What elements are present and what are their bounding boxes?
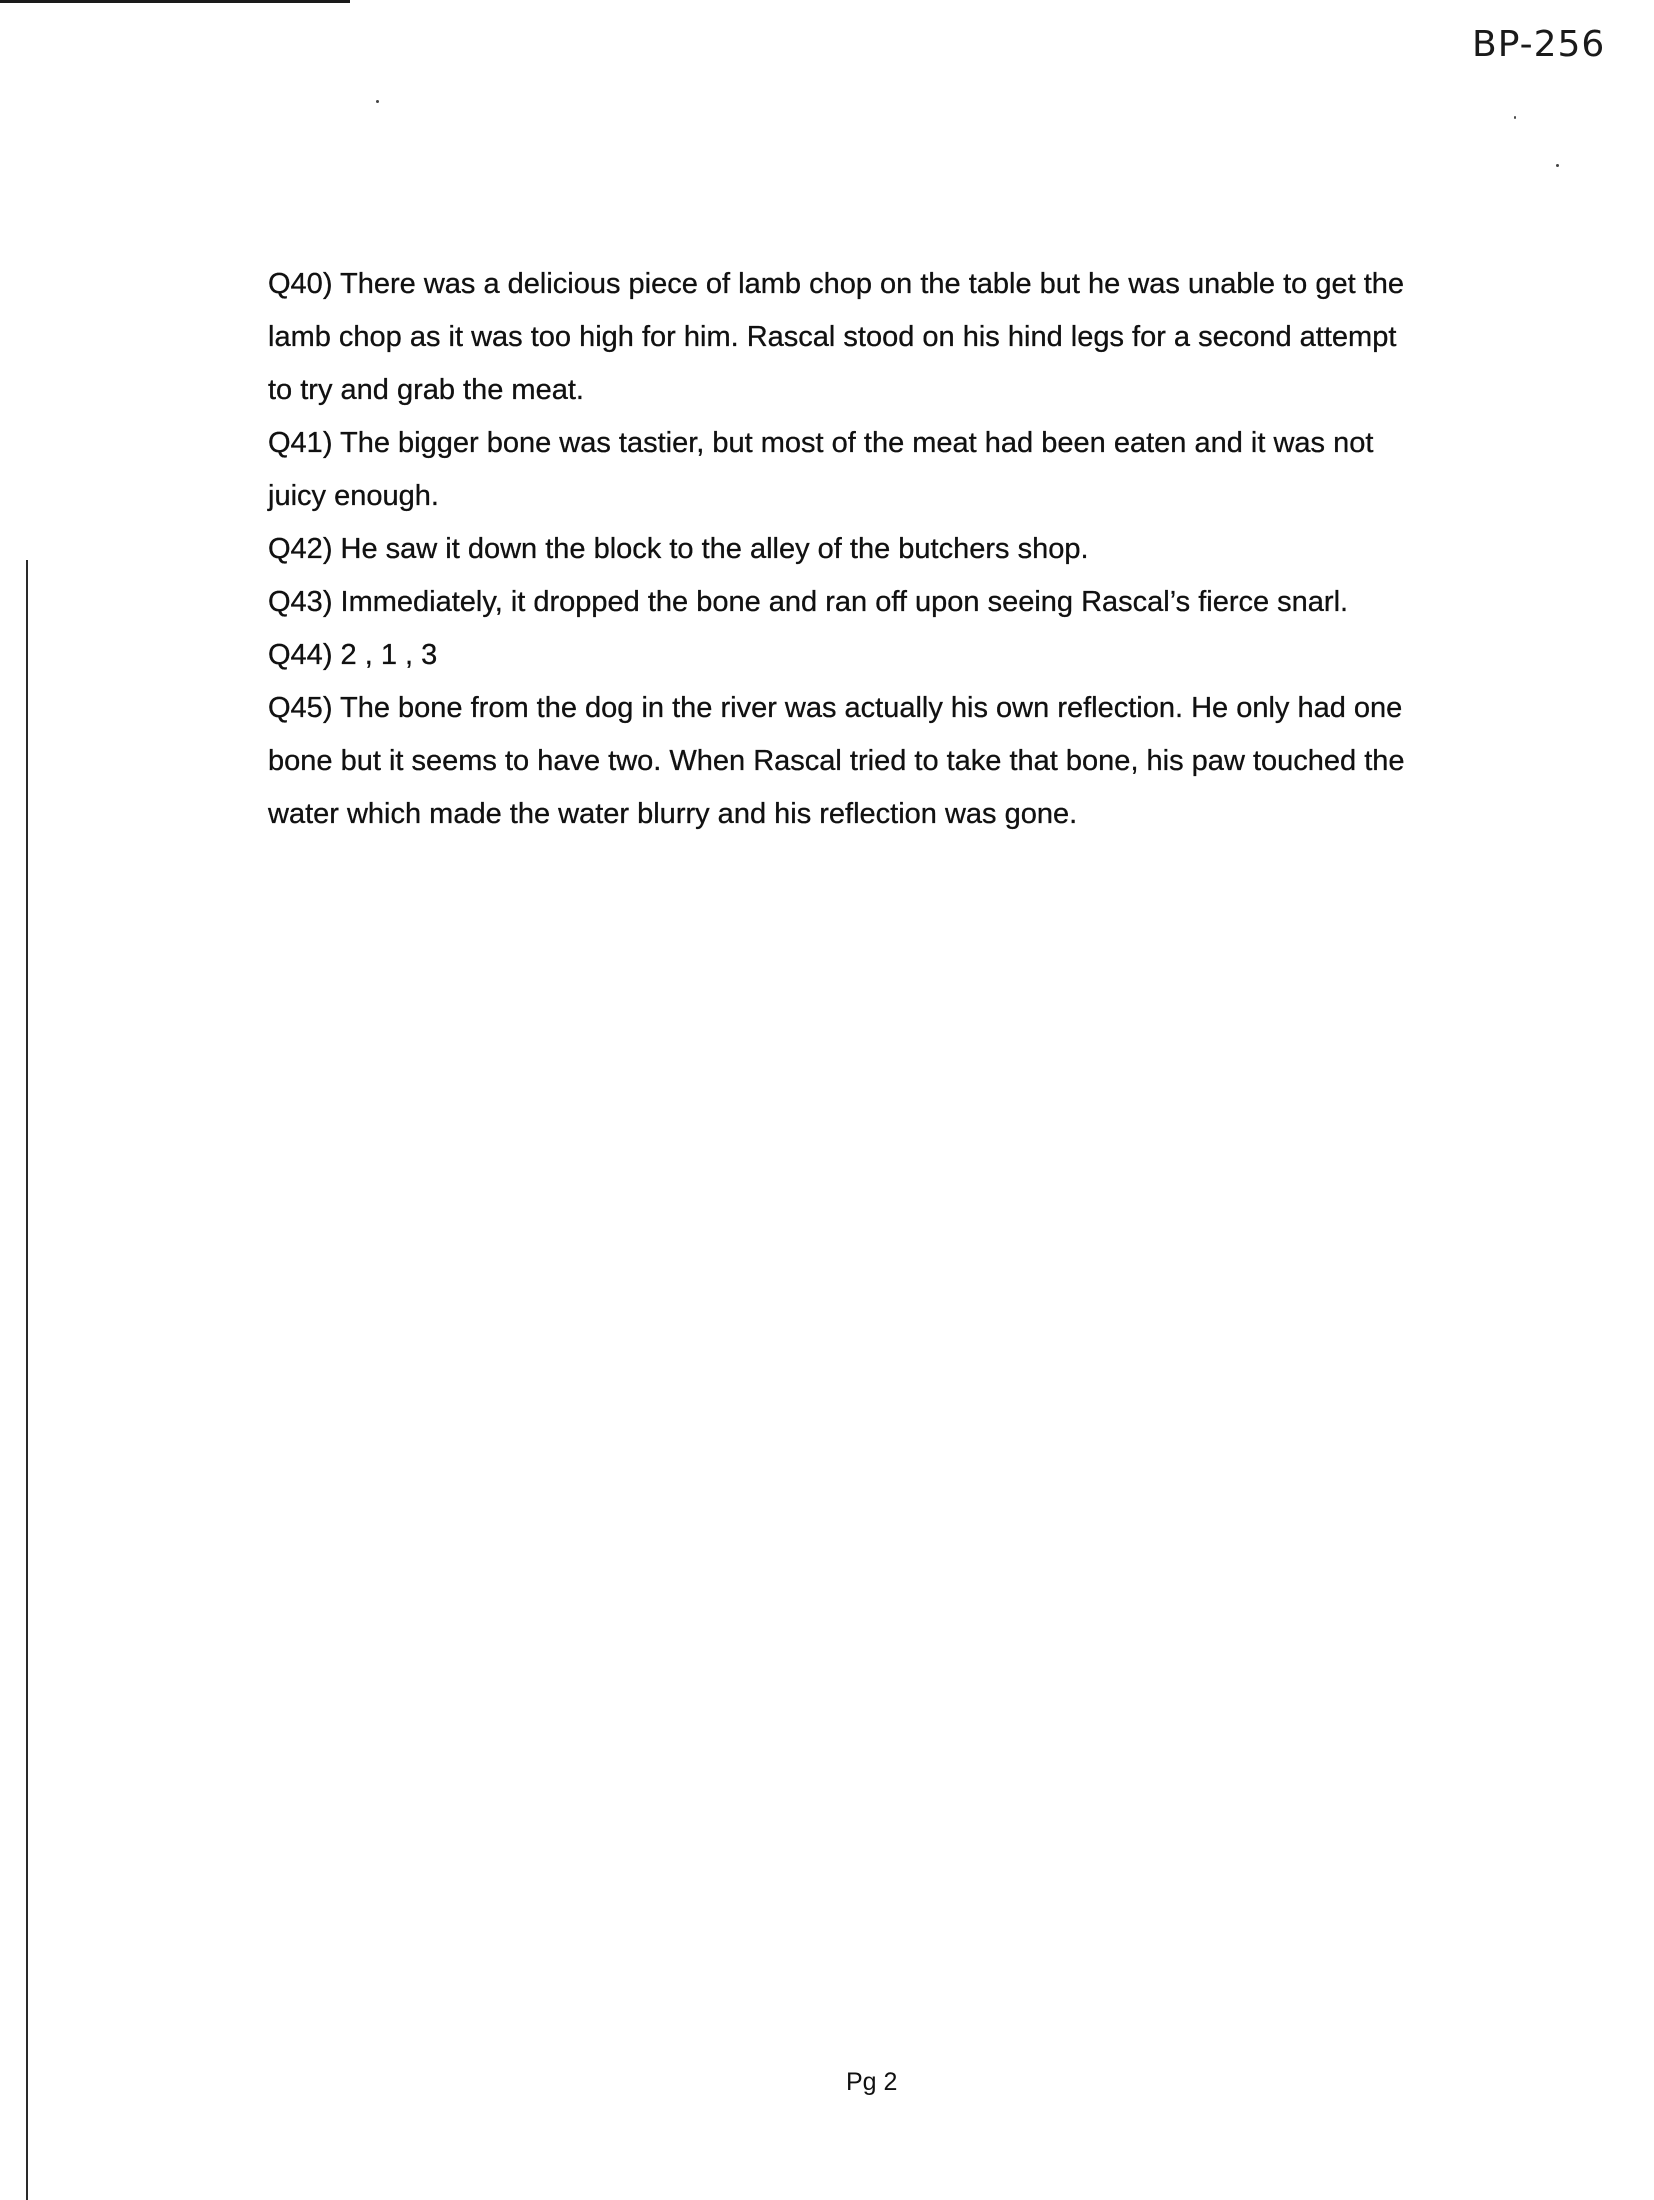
scan-speck bbox=[1514, 116, 1516, 119]
answer-q41: Q41) The bigger bone was tastier, but most of the meat had been eaten and it was not juicy enough. bbox=[268, 427, 1374, 512]
answer-q44: Q44) 2 , 1 , 3 bbox=[268, 639, 438, 671]
answer-q45: Q45) The bone from the dog in the river was actually his own reflection. He only had one bone but it seems to have two. When Rascal tried to take that bone, his paw touched the water which made the water blurry and his reflection was gone. bbox=[268, 692, 1405, 830]
answer-q42: Q42) He saw it down the block to the alley of the butchers shop. bbox=[268, 533, 1089, 565]
scan-speck bbox=[376, 100, 379, 103]
document-id: BP-256 bbox=[1472, 24, 1606, 65]
scan-speck bbox=[1556, 164, 1559, 167]
scan-border-top bbox=[0, 0, 350, 3]
answer-list bbox=[268, 258, 1428, 841]
answer-q43: Q43) Immediately, it dropped the bone and ran off upon seeing Rascal’s fierce snarl. bbox=[268, 586, 1349, 618]
page-number: Pg 2 bbox=[846, 2068, 898, 2096]
answer-q40: Q40) There was a delicious piece of lamb chop on the table but he was unable to get the lamb chop as it was too high for him. Rascal stood on his hind legs for a second attempt to try and grab the meat. bbox=[268, 268, 1405, 406]
scan-border-left bbox=[26, 560, 28, 2200]
